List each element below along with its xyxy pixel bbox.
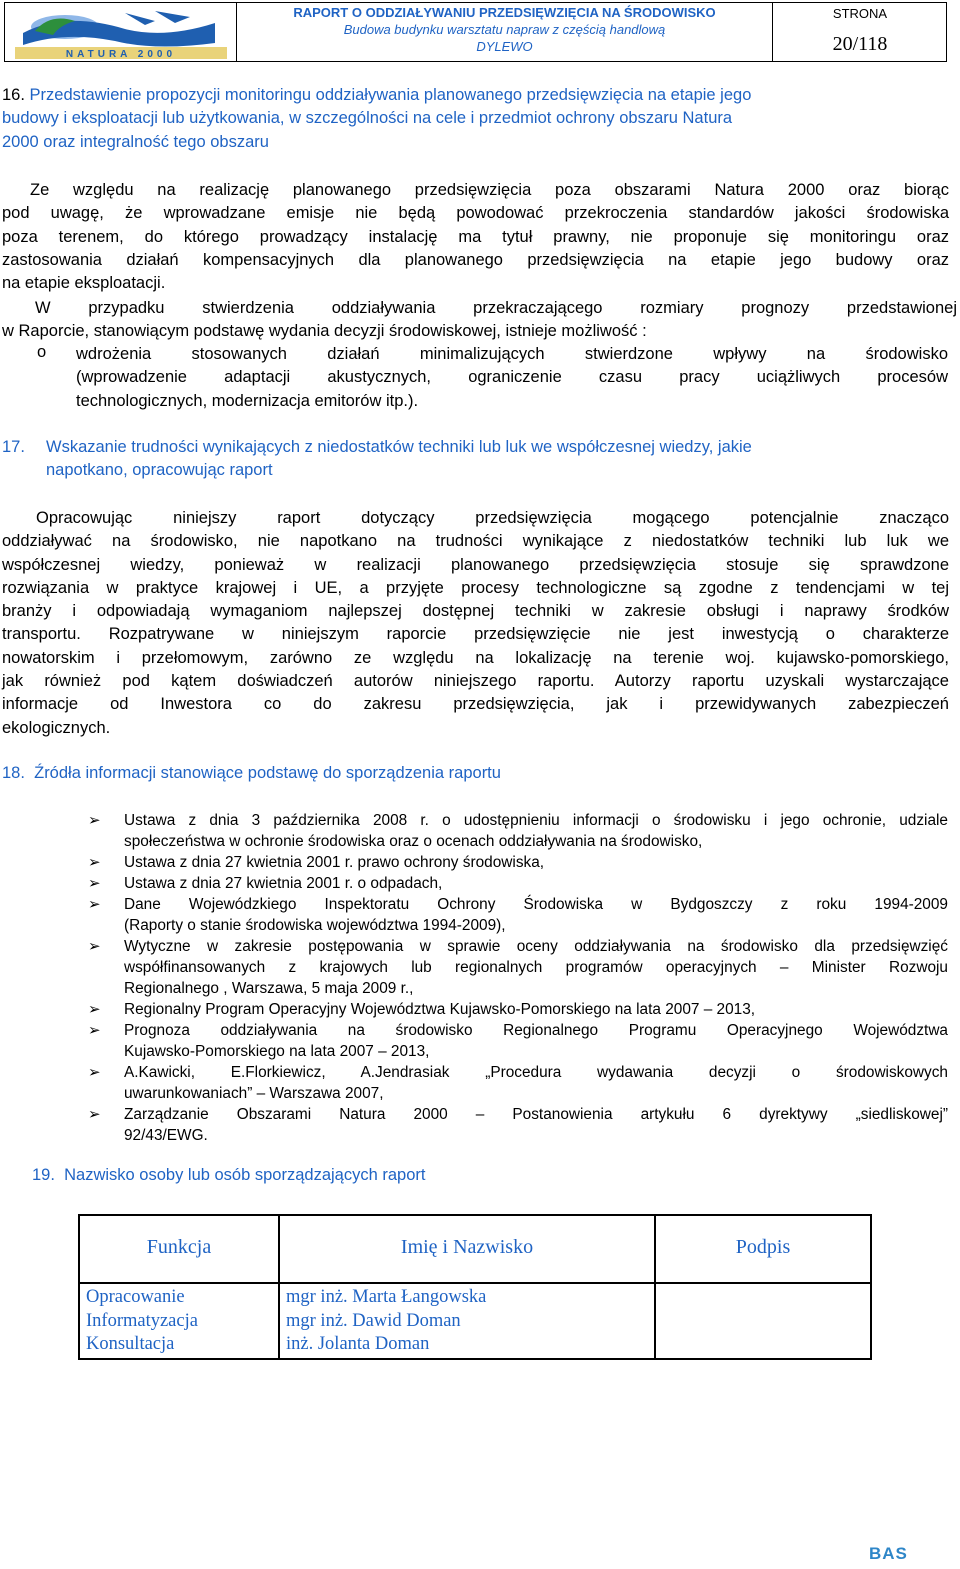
list-item-line: Ustawa z dnia 27 kwietnia 2001 r. prawo ochrony środowiska, — [124, 854, 545, 871]
list-item-line: Regionalny Program Operacyjny Województwa Kujawsko-Pomorskiego na lata 2007 – 2013, — [124, 1001, 756, 1018]
list-item-line: A.Kawicki, E.Florkiewicz, A.Jendrasiak „Procedura wydawania decyzji o środowiskowych — [124, 1064, 948, 1081]
name-value: inż. Jolanta Doman — [286, 1334, 430, 1354]
arrow-bullet-icon: ➢ — [88, 854, 101, 871]
page-number: 20/118 — [832, 33, 888, 55]
paragraph-line: w Raporcie, stanowiącym podstawę wydania decyzji środowiskowej, istnieje możliwość : — [2, 322, 647, 341]
function-value: Informatyzacja — [86, 1310, 198, 1331]
section-19-title: Nazwisko osoby lub osób sporządzających raport — [64, 1166, 426, 1184]
report-title: RAPORT O ODDZIAŁYWANIU PRZEDSIĘWZIĘCIA NA ŚRODOWISKO — [293, 5, 716, 20]
page-number-block — [773, 3, 947, 61]
table-header-function: Funkcja — [146, 1236, 212, 1258]
paragraph-line: (wprowadzenie adaptacji akustycznych, ograniczenie czasu pracy uciążliwych procesów — [76, 368, 948, 387]
arrow-bullet-icon: ➢ — [88, 1001, 101, 1018]
heading-line: Przedstawienie propozycji monitoringu oddziaływania planowanego przedsięwzięcia na etapie jego — [29, 86, 752, 104]
arrow-bullet-icon: ➢ — [88, 938, 101, 955]
paragraph-line: jak również pod kątem doświadczeń autorów niniejszego raportu. Autorzy raportu uzyskali wystarczające — [2, 672, 949, 691]
logo-text: NATURA 2000 — [65, 49, 177, 60]
section-16-paragraph-1 — [2, 179, 949, 295]
list-item-line: (Raporty o stanie środowiska województwa 1994-2009), — [124, 917, 506, 934]
report-location: DYLEWO — [476, 39, 533, 54]
list-item-line: Dane Wojewódzkiego Inspektoratu Ochrony Środowiska w Bydgoszczy z roku 1994-2009 — [124, 896, 948, 913]
section-16-bullet-text — [76, 343, 948, 413]
list-item — [88, 1062, 948, 1104]
paragraph-line: ekologicznych. — [2, 718, 111, 737]
arrow-bullet-icon: ➢ — [88, 1064, 101, 1081]
table-cell-names — [286, 1286, 486, 1357]
sources-list — [88, 810, 948, 1146]
list-item-line: Regionalnego , Warszawa, 5 maja 2009 r., — [124, 980, 414, 997]
bas-logo: BAS — [869, 1544, 908, 1563]
paragraph-line: współczesnej wiedzy, ponieważ w realizacji planowanego przedsięwzięcia stosuje się sprawdzone — [2, 555, 949, 574]
natura-logo-graphic — [5, 3, 237, 61]
authors-table — [78, 1214, 872, 1360]
list-item-line: Ustawa z dnia 27 kwietnia 2001 r. o odpadach, — [124, 875, 443, 892]
section-16-heading — [2, 84, 942, 154]
section-18-number: 18. — [2, 764, 25, 782]
page-label: STRONA — [832, 6, 888, 21]
paragraph-line: transportu. Rozpatrywane w niniejszym raporcie przedsięwzięcie nie jest inwestycją o charakterze — [2, 625, 949, 644]
page-header — [4, 2, 947, 62]
list-item-line: społeczeństwa w ochronie środowiska oraz o ocenach oddziaływania na środowisko, — [124, 833, 703, 850]
list-item — [88, 936, 948, 999]
list-item-line: współfinansowanych z krajowych lub regionalnych programów operacyjnych – Minister Rozwoju — [124, 959, 948, 976]
list-item-line: 92/43/EWG. — [124, 1127, 208, 1144]
list-item — [88, 1104, 948, 1146]
arrow-bullet-icon: ➢ — [88, 896, 101, 913]
paragraph-line: Ze względu na realizację planowanego przedsięwzięcia poza obszarami Natura 2000 oraz biorąc — [30, 181, 949, 199]
arrow-bullet-icon: ➢ — [88, 1022, 101, 1039]
paragraph-line: pod uwagę, że wprowadzane emisje nie będą powodować przekroczenia standardów jakości środowiska — [2, 204, 949, 223]
paragraph-line: informacje od Inwestora co do zakresu przedsięwzięcia, jak i przewidywanych zabezpieczeń — [2, 695, 949, 714]
list-item-line: Wytyczne w zakresie postępowania w sprawie oceny oddziaływania na środowisko dla przedsięwzięć — [124, 938, 948, 955]
table-divider — [80, 1282, 870, 1284]
section-17-number: 17. — [2, 438, 25, 456]
paragraph-line: na etapie eksploatacji. — [2, 274, 166, 293]
paragraph-line: zastosowania działań kompensacyjnych dla planowanego przedsięwzięcia na etapie jego budowy oraz — [2, 250, 949, 269]
arrow-bullet-icon: ➢ — [88, 875, 101, 892]
section-18-title: Źródła informacji stanowiące podstawę do sporządzenia raportu — [34, 764, 501, 782]
list-item-line: Kujawsko-Pomorskiego na lata 2007 – 2013, — [124, 1043, 430, 1060]
list-item-line: Ustawa z dnia 3 października 2008 r. o udostępnieniu informacji o środowisku i jego ochronie, udziale — [124, 812, 948, 829]
report-title-block — [237, 3, 773, 61]
list-item-line: uwarunkowaniach” – Warszawa 2007, — [124, 1085, 384, 1102]
natura-2000-logo — [5, 3, 237, 61]
paragraph-line: Opracowując niniejszy raport dotyczący przedsięwzięcia mogącego potencjalnie znacząco — [36, 509, 949, 527]
list-item — [88, 810, 948, 852]
list-item — [88, 1020, 948, 1062]
paragraph-line: rozwiązania w praktyce krajowej i UE, a przyjęte procesy technologiczne są zgodne z tendencjami w tej — [2, 578, 949, 597]
heading-line: 2000 oraz integralność tego obszaru — [2, 132, 269, 151]
list-item — [88, 852, 948, 873]
paragraph-line: technologicznych, modernizacja emitorów itp.). — [76, 391, 419, 410]
section-17-paragraph — [2, 507, 949, 740]
circle-bullet: o — [37, 343, 47, 361]
paragraph-line: W przypadku stwierdzenia oddziaływania przekraczającego rozmiary prognozy przedstawionej — [35, 299, 957, 317]
heading-line: napotkano, opracowując raport — [46, 461, 273, 480]
table-header-signature: Podpis — [735, 1236, 791, 1258]
name-value: mgr inż. Dawid Doman — [286, 1310, 461, 1331]
section-16-paragraph-2 — [2, 297, 957, 344]
report-subtitle: Budowa budynku warsztatu napraw z częścią handlową — [343, 22, 666, 37]
list-item — [88, 999, 948, 1020]
heading-line: Wskazanie trudności wynikających z niedostatków techniki lub luk we współczesnej wiedzy, jakie — [46, 438, 752, 456]
arrow-bullet-icon: ➢ — [88, 812, 101, 829]
table-cell-functions — [86, 1286, 198, 1357]
table-header-name: Imię i Nazwisko — [400, 1236, 534, 1258]
section-18-heading — [2, 762, 501, 785]
paragraph-line: nowatorskim i przełomowym, zarówno ze względu na lokalizację na terenie woj. kujawsko-pomorskiego, — [2, 648, 949, 667]
function-value: Opracowanie — [86, 1287, 185, 1307]
section-19-heading — [32, 1166, 425, 1185]
section-19-number: 19. — [32, 1166, 55, 1184]
list-item-line: Zarządzanie Obszarami Natura 2000 – Postanowienia artykułu 6 dyrektywy „siedliskowej” — [124, 1106, 948, 1123]
paragraph-line: poza terenem, do którego prowadzący instalację ma tytuł prawny, nie proponuje się monitoringu oraz — [2, 227, 949, 246]
list-item — [88, 873, 948, 894]
list-item — [88, 894, 948, 936]
arrow-bullet-icon: ➢ — [88, 1106, 101, 1123]
function-value: Konsultacja — [86, 1334, 175, 1354]
paragraph-line: wdrożenia stosowanych działań minimalizujących stwierdzone wpływy na środowisko — [76, 345, 948, 363]
section-16-number: 16. — [2, 86, 25, 104]
heading-line: budowy i eksploatacji lub użytkowania, w szczególności na cele i przedmiot ochrony obszaru Natura — [2, 109, 733, 128]
name-value: mgr inż. Marta Łangowska — [286, 1287, 487, 1307]
list-item-line: Prognoza oddziaływania na środowisko Regionalnego Programu Operacyjnego Województwa — [124, 1022, 948, 1039]
paragraph-line: branży i odpowiadają wymaganiom najlepszej dostępnej techniki w zakresie obsługi i naprawy środków — [2, 602, 949, 621]
paragraph-line: oddziaływać na środowisko, nie napotkano na trudności wynikające z niedostatków techniki lub luk we — [2, 532, 949, 551]
